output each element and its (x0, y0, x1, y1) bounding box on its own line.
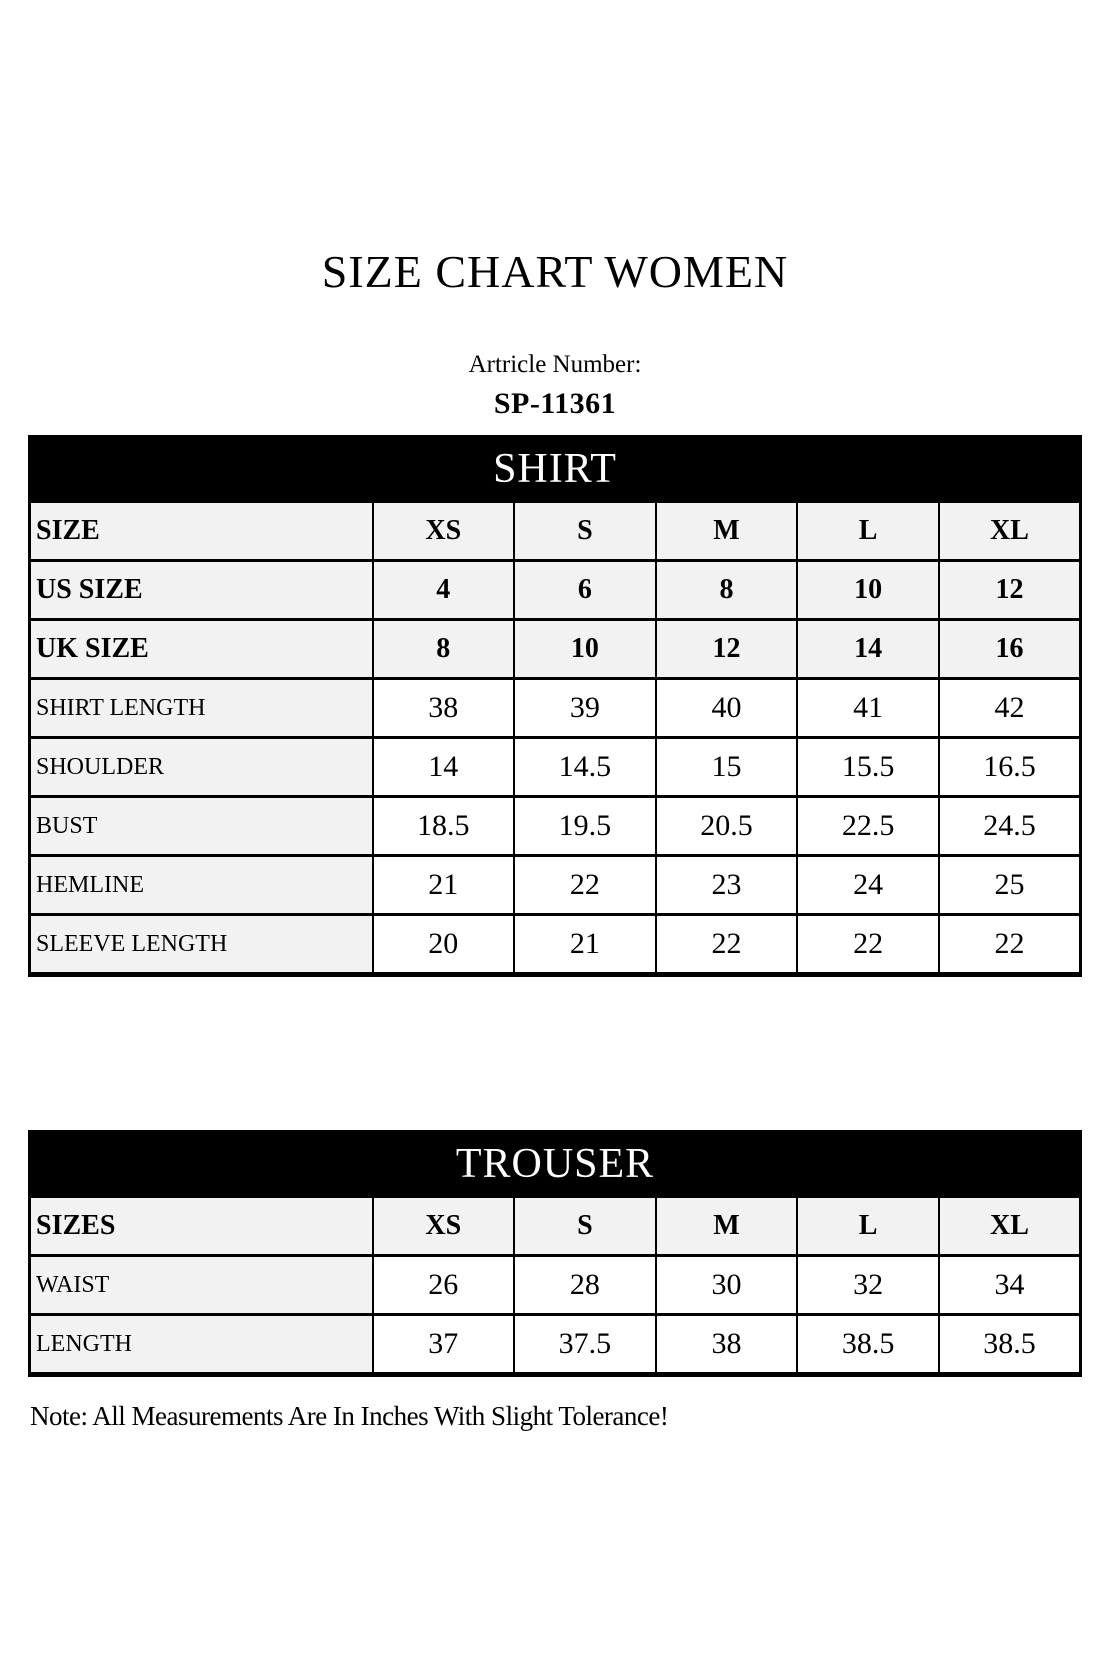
table-row-waist (30, 1256, 1081, 1315)
measurement-note: Note: All Measurements Are In Inches With Slight Tolerance! (30, 1401, 669, 1431)
value-cell: 15 (656, 738, 798, 797)
table-row-sizes (30, 1197, 1081, 1256)
value-cell: 15.5 (797, 738, 939, 797)
value-cell: 41 (797, 679, 939, 738)
value-cell: 12 (939, 561, 1081, 620)
page-title: SIZE CHART WOMEN (321, 246, 789, 297)
row-label-cell: SIZES (30, 1197, 373, 1256)
value-cell: 30 (656, 1256, 798, 1315)
value-cell: 40 (656, 679, 798, 738)
row-label-cell: HEMLINE (30, 856, 373, 915)
table-row-sleeve-length (30, 915, 1081, 975)
shirt-table-title: SHIRT (30, 437, 1081, 502)
table-row-shoulder (30, 738, 1081, 797)
value-cell: 28 (514, 1256, 656, 1315)
value-cell: M (656, 502, 798, 561)
trouser-table-title: TROUSER (30, 1132, 1081, 1197)
value-cell: S (514, 502, 656, 561)
table-row-us-size (30, 561, 1081, 620)
value-cell: 22 (514, 856, 656, 915)
article-number-value: SP-11361 (493, 387, 617, 420)
value-cell: 22 (797, 915, 939, 975)
value-cell: 23 (656, 856, 798, 915)
value-cell: 16 (939, 620, 1081, 679)
value-cell: 24.5 (939, 797, 1081, 856)
value-cell: XL (939, 502, 1081, 561)
value-cell: 21 (514, 915, 656, 975)
value-cell: 26 (373, 1256, 515, 1315)
row-label-cell: LENGTH (30, 1315, 373, 1375)
row-label-cell: UK SIZE (30, 620, 373, 679)
value-cell: 4 (373, 561, 515, 620)
table-row-bust (30, 797, 1081, 856)
row-label-cell: BUST (30, 797, 373, 856)
value-cell: 19.5 (514, 797, 656, 856)
value-cell: 18.5 (373, 797, 515, 856)
value-cell: 24 (797, 856, 939, 915)
value-cell: M (656, 1197, 798, 1256)
table-row-shirt-length (30, 679, 1081, 738)
value-cell: 39 (514, 679, 656, 738)
table-row-length (30, 1315, 1081, 1375)
value-cell: 38 (656, 1315, 798, 1375)
value-cell: 37.5 (514, 1315, 656, 1375)
value-cell: XS (373, 1197, 515, 1256)
value-cell: 8 (656, 561, 798, 620)
value-cell: XL (939, 1197, 1081, 1256)
row-label-cell: SHIRT LENGTH (30, 679, 373, 738)
value-cell: XS (373, 502, 515, 561)
value-cell: 37 (373, 1315, 515, 1375)
table-row-hemline (30, 856, 1081, 915)
value-cell: 14 (373, 738, 515, 797)
table-row-size (30, 502, 1081, 561)
value-cell: 38.5 (939, 1315, 1081, 1375)
value-cell: S (514, 1197, 656, 1256)
trouser-table-title-row (30, 1132, 1081, 1197)
row-label-cell: WAIST (30, 1256, 373, 1315)
value-cell: 38 (373, 679, 515, 738)
value-cell: 21 (373, 856, 515, 915)
value-cell: 12 (656, 620, 798, 679)
value-cell: L (797, 1197, 939, 1256)
value-cell: 25 (939, 856, 1081, 915)
value-cell: 14 (797, 620, 939, 679)
shirt-table-title-row (30, 437, 1081, 502)
row-label-cell: SIZE (30, 502, 373, 561)
row-label-cell: SLEEVE LENGTH (30, 915, 373, 975)
row-label-cell: US SIZE (30, 561, 373, 620)
table-row-uk-size (30, 620, 1081, 679)
value-cell: 10 (514, 620, 656, 679)
trouser-size-table (28, 1130, 1082, 1377)
value-cell: 32 (797, 1256, 939, 1315)
value-cell: 6 (514, 561, 656, 620)
value-cell: 22.5 (797, 797, 939, 856)
shirt-size-table (28, 435, 1082, 977)
value-cell: 38.5 (797, 1315, 939, 1375)
row-label-cell: SHOULDER (30, 738, 373, 797)
value-cell: 10 (797, 561, 939, 620)
value-cell: 34 (939, 1256, 1081, 1315)
article-number-label: Artricle Number: (468, 351, 642, 378)
value-cell: 20.5 (656, 797, 798, 856)
value-cell: 8 (373, 620, 515, 679)
value-cell: 22 (939, 915, 1081, 975)
value-cell: 42 (939, 679, 1081, 738)
value-cell: L (797, 502, 939, 561)
value-cell: 22 (656, 915, 798, 975)
value-cell: 16.5 (939, 738, 1081, 797)
value-cell: 14.5 (514, 738, 656, 797)
value-cell: 20 (373, 915, 515, 975)
